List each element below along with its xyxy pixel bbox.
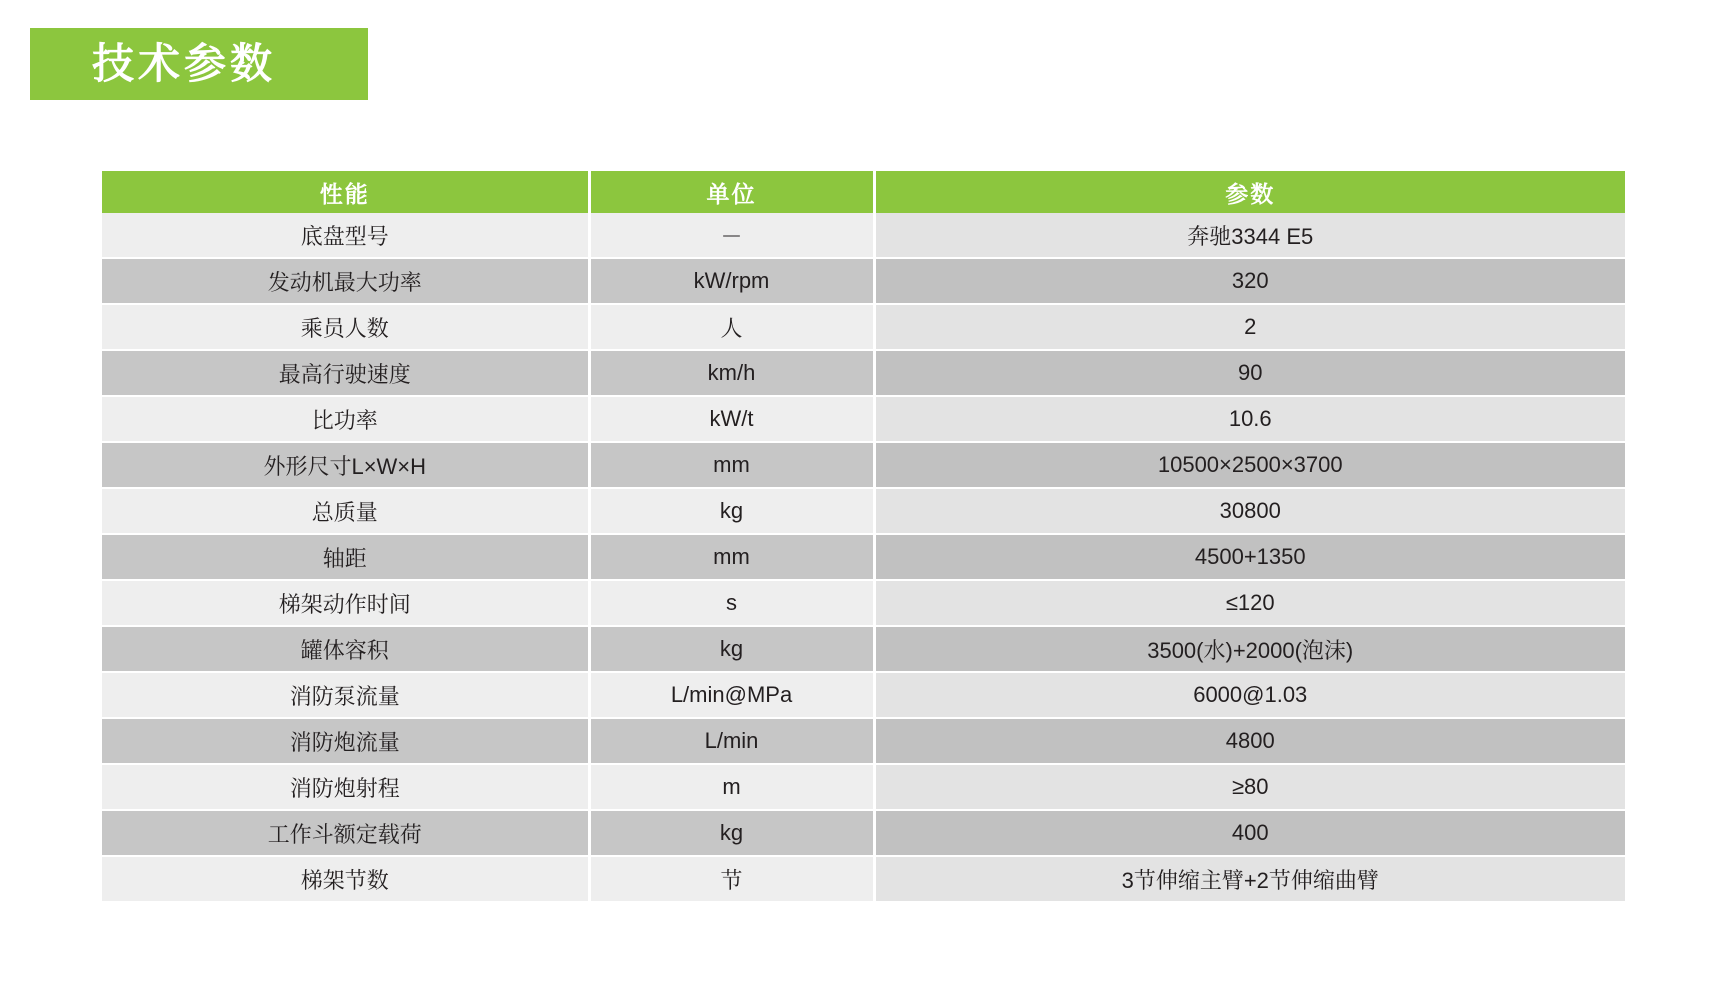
table-body	[102, 213, 1625, 902]
cell-performance: 消防泵流量	[102, 672, 589, 718]
cell-performance: 外形尺寸L×W×H	[102, 442, 589, 488]
cell-parameter: ≤120	[874, 580, 1625, 626]
table-row	[102, 213, 1625, 258]
cell-unit: L/min@MPa	[589, 672, 874, 718]
table-row	[102, 258, 1625, 304]
technical-parameters-table	[102, 171, 1625, 903]
cell-performance: 梯架动作时间	[102, 580, 589, 626]
cell-parameter: 3节伸缩主臂+2节伸缩曲臂	[874, 856, 1625, 902]
page-title-banner	[30, 28, 368, 100]
cell-performance: 乘员人数	[102, 304, 589, 350]
cell-unit: kg	[589, 488, 874, 534]
cell-parameter: 10.6	[874, 396, 1625, 442]
cell-unit: 节	[589, 856, 874, 902]
cell-parameter: ≥80	[874, 764, 1625, 810]
cell-unit: mm	[589, 442, 874, 488]
cell-parameter: 6000@1.03	[874, 672, 1625, 718]
cell-parameter: 4800	[874, 718, 1625, 764]
cell-unit: kg	[589, 626, 874, 672]
cell-parameter: 400	[874, 810, 1625, 856]
table-row	[102, 718, 1625, 764]
table-row	[102, 534, 1625, 580]
table-row	[102, 810, 1625, 856]
cell-performance: 消防炮流量	[102, 718, 589, 764]
cell-parameter: 4500+1350	[874, 534, 1625, 580]
cell-parameter: 30800	[874, 488, 1625, 534]
cell-unit: mm	[589, 534, 874, 580]
cell-unit: m	[589, 764, 874, 810]
table-row	[102, 350, 1625, 396]
cell-performance: 总质量	[102, 488, 589, 534]
table-row	[102, 672, 1625, 718]
cell-performance: 轴距	[102, 534, 589, 580]
table-row	[102, 856, 1625, 902]
cell-unit: kW/rpm	[589, 258, 874, 304]
cell-unit: km/h	[589, 350, 874, 396]
cell-unit: s	[589, 580, 874, 626]
cell-unit: kW/t	[589, 396, 874, 442]
cell-parameter: 320	[874, 258, 1625, 304]
table-row	[102, 488, 1625, 534]
cell-performance: 梯架节数	[102, 856, 589, 902]
cell-performance: 消防炮射程	[102, 764, 589, 810]
cell-parameter: 10500×2500×3700	[874, 442, 1625, 488]
cell-parameter: 3500(水)+2000(泡沫)	[874, 626, 1625, 672]
cell-unit: L/min	[589, 718, 874, 764]
column-header-performance: 性能	[102, 171, 589, 213]
cell-parameter: 90	[874, 350, 1625, 396]
column-header-parameter: 参数	[874, 171, 1625, 213]
cell-parameter: 奔驰3344 E5	[874, 213, 1625, 258]
cell-unit: －	[589, 213, 874, 258]
table-row	[102, 442, 1625, 488]
table-header	[102, 171, 1625, 213]
page-title: 技术参数	[92, 40, 277, 87]
cell-performance: 最高行驶速度	[102, 350, 589, 396]
cell-performance: 工作斗额定载荷	[102, 810, 589, 856]
cell-performance: 比功率	[102, 396, 589, 442]
table-row	[102, 626, 1625, 672]
table-header-row	[102, 171, 1625, 213]
cell-performance: 罐体容积	[102, 626, 589, 672]
table-row	[102, 580, 1625, 626]
table-row	[102, 396, 1625, 442]
column-header-unit: 单位	[589, 171, 874, 213]
cell-unit: kg	[589, 810, 874, 856]
table-row	[102, 304, 1625, 350]
cell-parameter: 2	[874, 304, 1625, 350]
cell-unit: 人	[589, 304, 874, 350]
table-row	[102, 764, 1625, 810]
cell-performance: 底盘型号	[102, 213, 589, 258]
cell-performance: 发动机最大功率	[102, 258, 589, 304]
